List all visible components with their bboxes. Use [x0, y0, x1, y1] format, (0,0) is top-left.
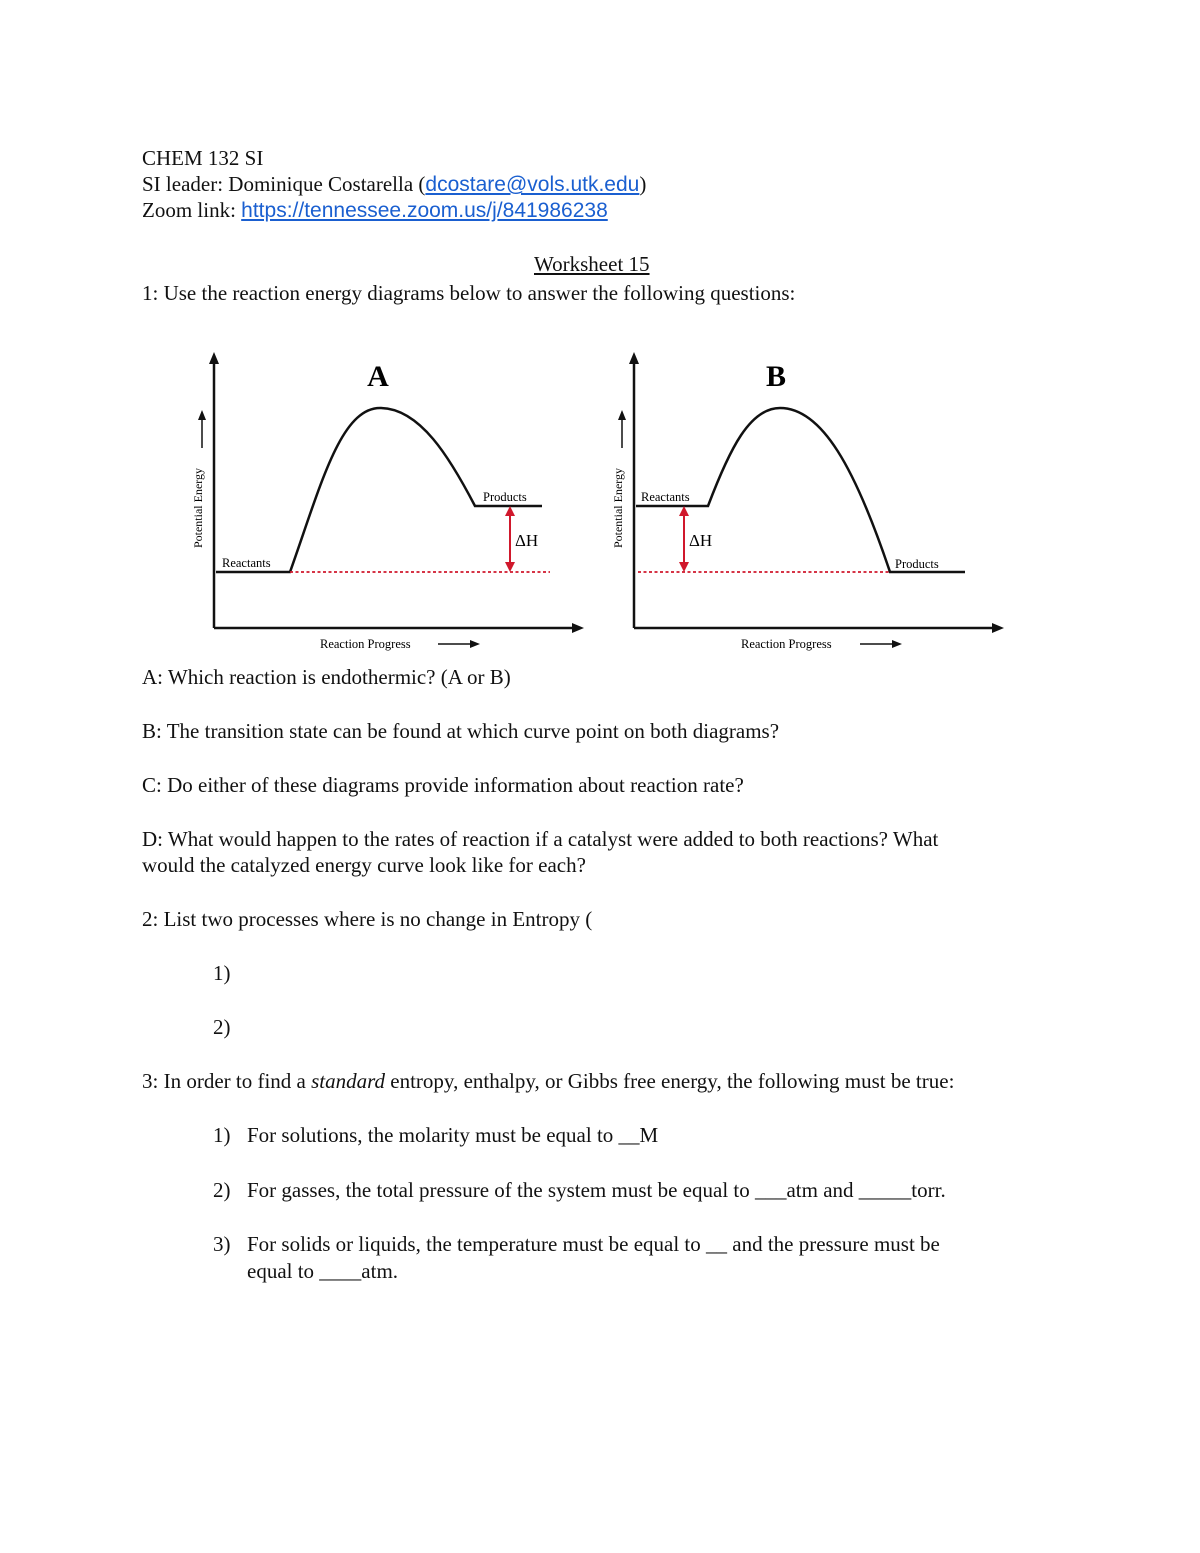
leader-suffix: ): [639, 172, 647, 196]
diagram-label: A: [367, 360, 389, 393]
question-1c: C: Do either of these diagrams provide information about reaction rate?: [142, 773, 744, 797]
products-label: Products: [483, 490, 527, 504]
delta-h-arrowhead-up: [679, 506, 689, 516]
question-3-item-3-number: 3): [213, 1232, 231, 1256]
leader-email-link[interactable]: dcostare@vols.utk.edu: [425, 173, 640, 196]
diagram-label: B: [765, 360, 787, 393]
question-3-prompt-post: entropy, enthalpy, or Gibbs free energy, the following must be true:: [385, 1069, 955, 1093]
delta-h-label: ΔH: [689, 531, 713, 550]
x-axis-label: Reaction Progress: [320, 637, 411, 651]
x-axis-arrowhead: [572, 623, 584, 633]
y-axis-arrowhead: [209, 352, 219, 364]
question-1-prompt: 1: Use the reaction energy diagrams below to answer the following questions:: [142, 281, 796, 305]
delta-h-arrowhead-up: [505, 506, 515, 516]
question-1d-line2: would the catalyzed energy curve look like for each?: [142, 853, 586, 877]
zoom-prefix: Zoom link:: [142, 198, 242, 222]
question-1a: A: Which reaction is endothermic? (A or B): [142, 665, 511, 689]
question-2-item-2: 2): [213, 1015, 231, 1039]
worksheet-title: Worksheet 15: [534, 252, 650, 276]
energy-diagram-a: [180, 348, 600, 658]
zoom-line: [142, 197, 608, 224]
question-3-prompt: [142, 1068, 954, 1094]
y-axis-label: Potential Energy: [611, 467, 625, 549]
delta-h-label: ΔH: [515, 531, 539, 550]
zoom-link[interactable]: https://tennessee.zoom.us/j/841986238: [241, 199, 608, 222]
question-3-item-2-text: For gasses, the total pressure of the system must be equal to ___atm and _____torr.: [247, 1178, 946, 1202]
y-label-arrowhead: [198, 410, 206, 420]
delta-h-arrowhead-down: [679, 562, 689, 572]
x-axis-label: Reaction Progress: [741, 637, 832, 651]
y-axis-arrowhead: [629, 352, 639, 364]
question-3-prompt-emphasis: standard: [311, 1069, 386, 1093]
question-3-item-2-number: 2): [213, 1178, 231, 1202]
question-1d-line1: D: What would happen to the rates of reaction if a catalyst were added to both reactions? What: [142, 827, 939, 851]
reactants-label: Reactants: [641, 490, 690, 504]
energy-diagram-b: [600, 348, 1020, 658]
question-3-prompt-pre: 3: In order to find a: [142, 1069, 312, 1093]
question-3-item-1-number: 1): [213, 1123, 231, 1147]
question-1b: B: The transition state can be found at which curve point on both diagrams?: [142, 719, 780, 743]
leader-line: [142, 171, 646, 198]
delta-h-arrowhead-down: [505, 562, 515, 572]
reactants-label: Reactants: [222, 556, 271, 570]
x-label-arrowhead: [470, 640, 480, 648]
y-label-arrowhead: [618, 410, 626, 420]
x-label-arrowhead: [892, 640, 902, 648]
y-axis-label: Potential Energy: [191, 467, 205, 549]
course-title: CHEM 132 SI: [142, 146, 264, 170]
products-label: Products: [895, 557, 939, 571]
question-3-item-3-text-continued: equal to ____atm.: [247, 1259, 399, 1283]
leader-prefix: SI leader: Dominique Costarella (: [142, 172, 426, 196]
question-2-prompt: 2: List two processes where is no change in Entropy (: [142, 907, 593, 931]
question-3-item-3-text: For solids or liquids, the temperature must be equal to __ and the pressure must be: [247, 1232, 940, 1256]
question-3-item-1-text: For solutions, the molarity must be equal to __M: [247, 1123, 659, 1147]
x-axis-arrowhead: [992, 623, 1004, 633]
question-2-item-1: 1): [213, 961, 231, 985]
